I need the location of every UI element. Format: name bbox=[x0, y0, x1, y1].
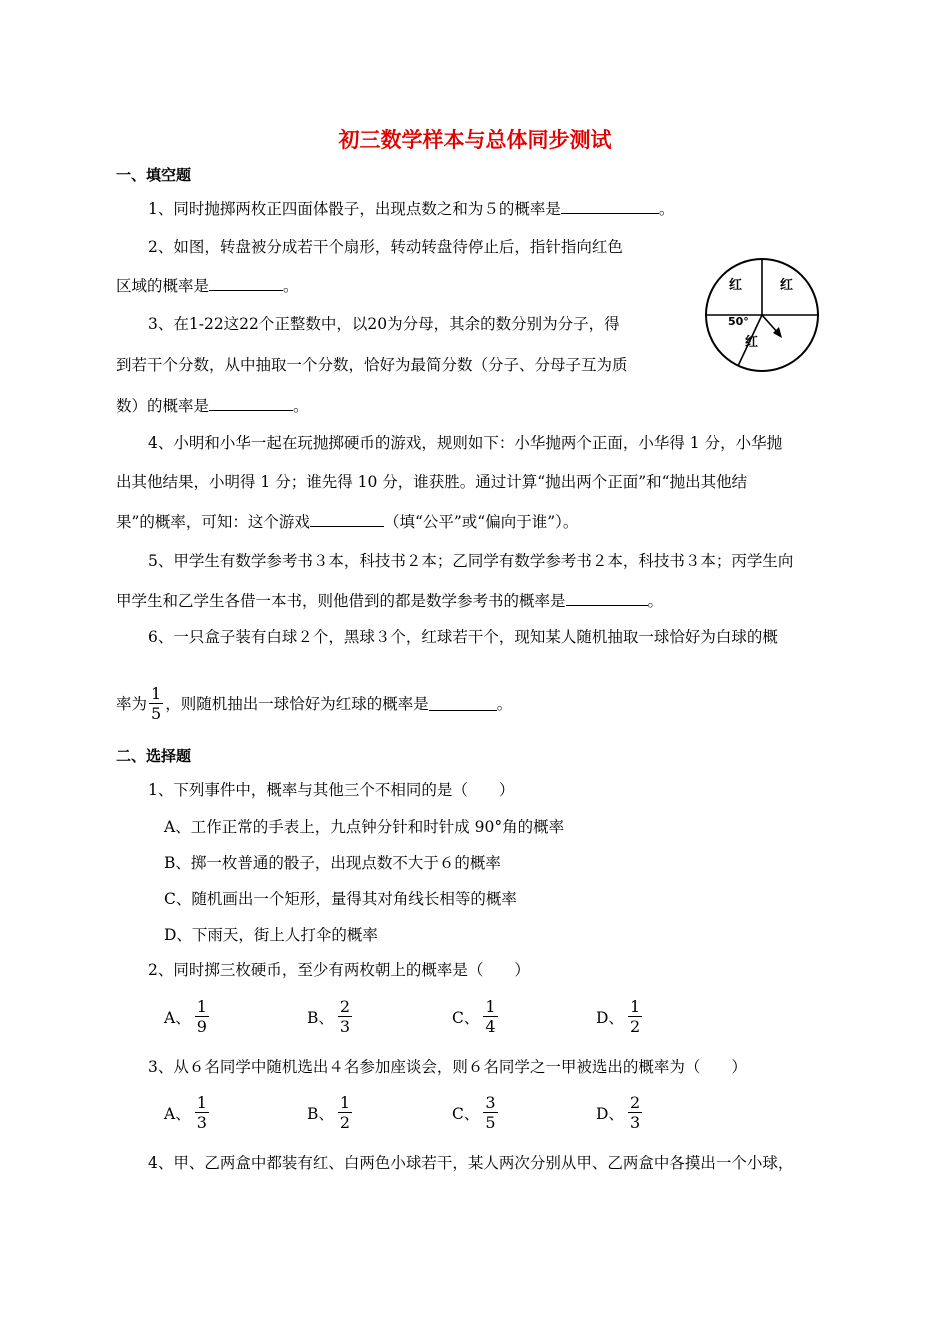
fraction-numerator: 1 bbox=[485, 997, 496, 1016]
fill-q5-line1: 5、甲学生有数学参考书３本，科技书２本；乙同学有数学参考书２本，科技书３本；丙学生向 bbox=[148, 552, 794, 570]
choice-q1-stem: 1、下列事件中，概率与其他三个不相同的是（ ） bbox=[148, 781, 515, 799]
fill-q5-line2 bbox=[116, 591, 663, 611]
choice-q1-option-d: D、下雨天，街上人打伞的概率 bbox=[164, 926, 378, 944]
spinner-angle-label: 50° bbox=[728, 315, 749, 328]
spinner-label-right: 红 bbox=[780, 278, 794, 293]
fraction-denominator: 3 bbox=[196, 1113, 207, 1132]
choice-q4-stem: 4、甲、乙两盒中都装有红、白两色小球若干，某人两次分别从甲、乙两盒中各摸出一个小球， bbox=[148, 1154, 794, 1172]
option-fraction bbox=[483, 1093, 497, 1132]
option-label: C、 bbox=[452, 1008, 480, 1027]
choice-q3-option-d bbox=[596, 1093, 644, 1132]
fill-q4-end: （填“公平”或“偏向于谁”）。 bbox=[383, 513, 579, 531]
fraction-numerator: 1 bbox=[339, 1093, 351, 1112]
choice-q3-option-a bbox=[164, 1093, 211, 1132]
option-label: B、 bbox=[307, 1104, 334, 1123]
choice-q2-option-d bbox=[596, 997, 644, 1036]
fill-q1-text: 1、同时抛掷两枚正四面体骰子，出现点数之和为５的概率是 bbox=[148, 200, 561, 218]
choice-q1-option-a: A、工作正常的手表上，九点钟分针和时针成 90°角的概率 bbox=[164, 818, 565, 836]
spinner-label-bottom: 红 bbox=[745, 335, 759, 350]
option-label: A、 bbox=[164, 1104, 191, 1123]
fill-q6-line2-post: ，则随机抽出一球恰好为红球的概率是 bbox=[165, 694, 429, 713]
option-label: B、 bbox=[307, 1008, 334, 1027]
choice-q1-option-b: B、掷一枚普通的骰子，出现点数不大于６的概率 bbox=[164, 854, 501, 872]
option-label: C、 bbox=[452, 1104, 480, 1123]
option-fraction bbox=[338, 997, 352, 1036]
fraction-denominator: 4 bbox=[485, 1017, 496, 1036]
fraction-numerator: 1 bbox=[629, 997, 641, 1016]
choice-q3-option-c bbox=[452, 1093, 500, 1132]
choice-q2-stem: 2、同时掷三枚硬币，至少有两枚朝上的概率是（ ） bbox=[148, 961, 530, 979]
fill-q6-line2-pre: 率为 bbox=[116, 694, 148, 713]
fraction-numerator: 2 bbox=[339, 997, 351, 1016]
option-fraction bbox=[483, 997, 497, 1036]
fill-q1-end: 。 bbox=[658, 200, 675, 218]
fill-q6-fraction bbox=[149, 684, 163, 723]
option-label: A、 bbox=[164, 1008, 191, 1027]
fill-q6-line2 bbox=[116, 684, 512, 723]
fill-q3-line3 bbox=[116, 396, 309, 416]
option-label: D、 bbox=[596, 1104, 624, 1123]
fill-q5-blank bbox=[566, 591, 648, 606]
fill-q4-blank bbox=[310, 512, 384, 527]
choice-q2-option-a bbox=[164, 997, 211, 1036]
option-label: D、 bbox=[596, 1008, 624, 1027]
fill-q6-line1: 6、一只盒子装有白球２个，黑球３个，红球若干个，现知某人随机抽取一球恰好为白球的概 bbox=[148, 628, 778, 646]
fraction-denominator: 2 bbox=[629, 1017, 641, 1036]
fill-q1-blank bbox=[561, 199, 659, 214]
choice-q1-option-c: C、随机画出一个矩形，量得其对角线长相等的概率 bbox=[164, 890, 517, 908]
fill-q6-blank bbox=[429, 696, 497, 711]
fill-q2-end: 。 bbox=[283, 277, 299, 295]
fill-q5-end: 。 bbox=[647, 592, 664, 610]
option-fraction bbox=[628, 997, 642, 1036]
fill-section-heading: 一、填空题 bbox=[116, 166, 192, 184]
choice-section-heading: 二、选择题 bbox=[116, 747, 192, 765]
choice-q3-option-b bbox=[307, 1093, 354, 1132]
fill-q2-line2 bbox=[116, 276, 299, 296]
fraction-denominator: 2 bbox=[339, 1113, 351, 1132]
fraction-numerator: 1 bbox=[196, 997, 207, 1016]
option-fraction bbox=[195, 997, 209, 1036]
fill-q3-line2: 到若干个分数，从中抽取一个分数，恰好为最简分数（分子、分母子互为质 bbox=[116, 356, 628, 374]
fraction-denominator: 5 bbox=[485, 1113, 496, 1132]
fill-q1 bbox=[148, 199, 674, 219]
fill-q2-line2-text: 区域的概率是 bbox=[116, 277, 210, 295]
fill-q6-end: 。 bbox=[496, 694, 513, 713]
spinner-label-left: 红 bbox=[729, 278, 743, 293]
fraction-numerator: 1 bbox=[196, 1093, 207, 1112]
choice-q2-option-b bbox=[307, 997, 354, 1036]
fill-q5-line2-text: 甲学生和乙学生各借一本书，则他借到的都是数学参考书的概率是 bbox=[116, 592, 566, 610]
fraction-denominator: 9 bbox=[196, 1017, 207, 1036]
spinner-figure bbox=[702, 255, 822, 375]
fill-q3-line3-text: 数）的概率是 bbox=[116, 397, 210, 415]
option-fraction bbox=[338, 1093, 352, 1132]
fill-q3-line1: 3、在1-22这22个正整数中，以20为分母，其余的数分别为分子，得 bbox=[148, 315, 620, 333]
fill-q2-blank bbox=[209, 276, 283, 291]
fill-q6-fraction-denominator: 5 bbox=[151, 704, 162, 723]
fraction-numerator: 3 bbox=[485, 1093, 496, 1112]
page-title: 初三数学样本与总体同步测试 bbox=[338, 128, 612, 152]
choice-q2-option-c bbox=[452, 997, 500, 1036]
fill-q6-fraction-numerator: 1 bbox=[151, 684, 162, 703]
fill-q4-line2: 出其他结果，小明得 1 分；谁先得 10 分，谁获胜。通过计算“抛出两个正面”和“抛出其他结 bbox=[116, 473, 748, 491]
option-fraction bbox=[628, 1093, 642, 1132]
fraction-denominator: 3 bbox=[339, 1017, 351, 1036]
fill-q3-blank bbox=[209, 396, 293, 411]
fill-q4-line1: 4、小明和小华一起在玩抛掷硬币的游戏，规则如下：小华抛两个正面，小华得 1 分，小华抛 bbox=[148, 434, 783, 452]
fill-q3-end: 。 bbox=[293, 397, 309, 415]
option-fraction bbox=[195, 1093, 209, 1132]
fill-q4-line3 bbox=[116, 512, 578, 532]
fraction-numerator: 2 bbox=[629, 1093, 641, 1112]
fraction-denominator: 3 bbox=[629, 1113, 641, 1132]
fill-q4-line3-text: 果”的概率，可知：这个游戏 bbox=[116, 513, 310, 531]
fill-q2-line1: 2、如图，转盘被分成若干个扇形，转动转盘待停止后，指针指向红色 bbox=[148, 238, 623, 256]
choice-q3-stem: 3、从６名同学中随机选出４名参加座谈会，则６名同学之一甲被选出的概率为（ ） bbox=[148, 1058, 747, 1076]
